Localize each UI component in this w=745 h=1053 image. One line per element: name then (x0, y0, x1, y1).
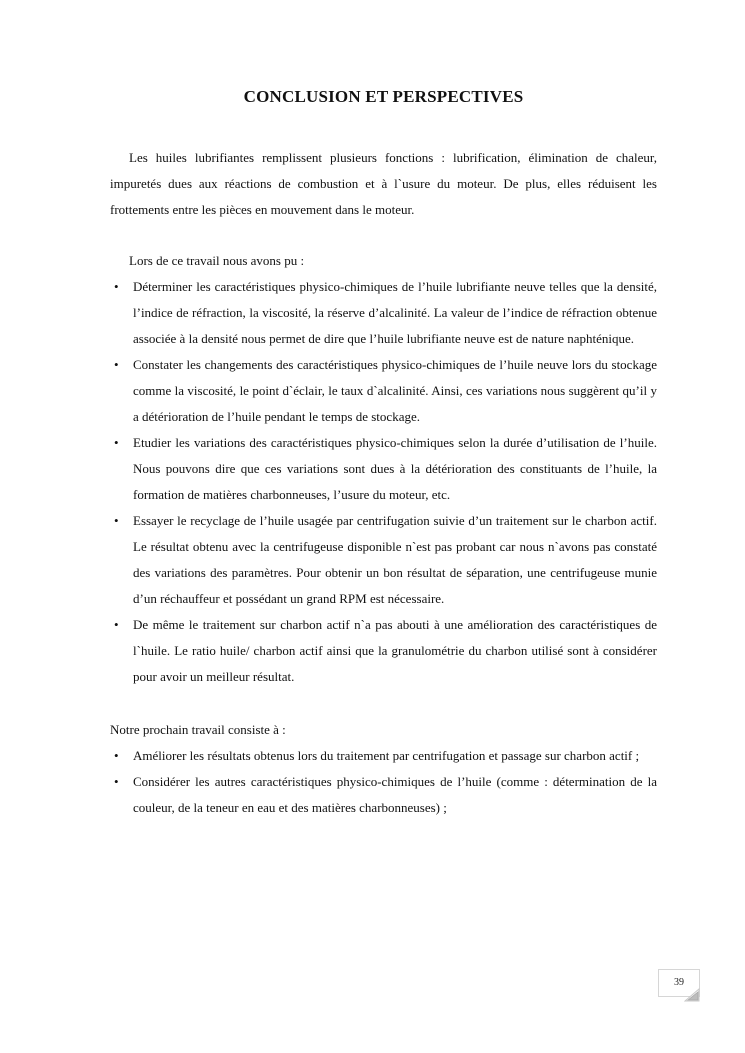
list-item-text: Améliorer les résultats obtenus lors du traitement par centrifugation et passage sur charbon actif ; (133, 748, 640, 763)
bullet-icon: • (114, 774, 119, 789)
findings-list (110, 274, 657, 690)
next-work-intro-line: Notre prochain travail consiste à : (110, 722, 286, 737)
work-intro-line: Lors de ce travail nous avons pu : (129, 253, 305, 268)
list-item (110, 274, 657, 352)
bullet-icon: • (114, 435, 119, 450)
folded-corner-icon (684, 987, 701, 1003)
next-work-list (110, 743, 657, 821)
bullet-icon: • (114, 617, 119, 632)
list-item-text: Considérer les autres caractéristiques physico-chimiques de l’huile (comme : détermination de la couleur, de la teneur en eau et des matières charbonneuses) ; (133, 774, 657, 815)
list-item (110, 612, 657, 690)
bullet-icon: • (114, 513, 119, 528)
bullet-icon: • (114, 357, 119, 372)
bullet-icon: • (114, 279, 119, 294)
list-item-text: De même le traitement sur charbon actif n`a pas abouti à une amélioration des caractéristiques de l`huile. Le ratio huile/ charbon actif ainsi que la granulométrie du charbon utilisé sont à considérer pour avoir un meilleur résultat. (133, 617, 657, 684)
page-title: CONCLUSION ET PERSPECTIVES (243, 87, 524, 106)
list-item-text: Essayer le recyclage de l’huile usagée par centrifugation suivie d’un traitement sur le charbon actif. Le résultat obtenu avec la centrifugeuse disponible n`est pas probant car nous n`avons pas constaté des variations des paramètres. Pour obtenir un bon résultat de séparation, une centrifugeuse munie d’un réchauffeur et possédant un grand RPM est nécessaire. (133, 513, 657, 606)
page-number-box (658, 969, 700, 997)
list-item (110, 769, 657, 821)
opening-paragraph: Les huiles lubrifiantes remplissent plusieurs fonctions : lubrification, élimination de chaleur, impuretés dues aux réactions de combustion et à l`usure du moteur. De plus, elles réduisent les frottements entre les pièces en mouvement dans le moteur. (110, 150, 657, 217)
list-item-text: Etudier les variations des caractéristiques physico-chimiques selon la durée d’utilisation de l’huile. Nous pouvons dire que ces variations sont dues à la détérioration des constituants de l’huile, la formation de matières charbonneuses, l’usure du moteur, etc. (133, 435, 657, 502)
list-item (110, 508, 657, 612)
list-item (110, 743, 657, 769)
list-item-text: Constater les changements des caractéristiques physico-chimiques de l’huile neuve lors du stockage comme la viscosité, le point d`éclair, le taux d`alcalinité. Ainsi, ces variations nous suggèrent qu’il y a détérioration de l’huile pendant le temps de stockage. (133, 357, 657, 424)
list-item (110, 430, 657, 508)
list-item (110, 352, 657, 430)
bullet-icon: • (114, 748, 119, 763)
page-number: 39 (674, 976, 684, 988)
page-content (110, 86, 657, 821)
list-item-text: Déterminer les caractéristiques physico-chimiques de l’huile lubrifiante neuve telles que la densité, l’indice de réfraction, la viscosité, la réserve d’alcalinité. La valeur de l’indice de réfraction obtenue associée à la densité nous permet de dire que l’huile lubrifiante neuve est de nature naphténique. (133, 279, 657, 346)
